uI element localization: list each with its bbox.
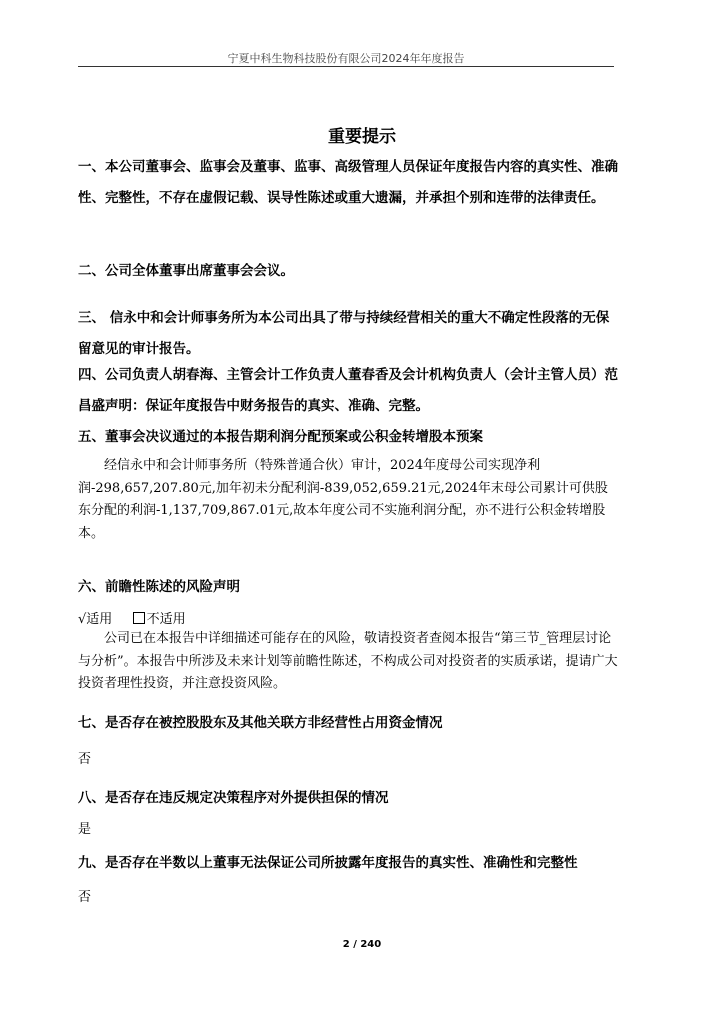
page-header: 宁夏中科生物科技股份有限公司2024年年度报告 xyxy=(227,52,465,65)
section-7-title: 七、是否存在被控股股东及其他关联方非经营性占用资金情况 xyxy=(78,715,443,731)
section-7-answer: 否 xyxy=(78,752,92,767)
header-divider xyxy=(78,66,614,67)
applicability-row xyxy=(78,608,618,627)
applicable-option: √适用 xyxy=(78,612,113,627)
section-3: 三、 信永中和会计师事务所为本公司出具了带与持续经营相关的重大不确定性段落的无保留意见的审计报告。 xyxy=(78,310,610,357)
section-9-answer: 否 xyxy=(78,890,92,905)
section-5-body: 经信永中和会计师事务所（特殊普通合伙）审计，2024年度母公司实现净利润-298,657,207.80元,加年初未分配利润-839,052,659.21元,2024年末母公司累计可供股东分配的利润-1,137,709,867.01元,故本年度公司不实施利润分配，亦不进行公积金转增股本。 xyxy=(78,458,608,541)
section-2: 二、公司全体董事出席董事会会议。 xyxy=(78,263,294,279)
page-title: 重要提示 xyxy=(328,127,396,147)
section-8-answer: 是 xyxy=(78,822,92,837)
not-applicable-option: 不适用 xyxy=(146,612,186,627)
section-9-title: 九、是否存在半数以上董事无法保证公司所披露年度报告的真实性、准确性和完整性 xyxy=(78,855,578,871)
section-6-title: 六、前瞻性陈述的风险声明 xyxy=(78,579,240,595)
section-1: 一、本公司董事会、监事会及董事、监事、高级管理人员保证年度报告内容的真实性、准确性、完整性，不存在虚假记载、误导性陈述或重大遗漏，并承担个别和连带的法律责任。 xyxy=(78,159,618,206)
section-5-title: 五、董事会决议通过的本报告期利润分配预案或公积金转增股本预案 xyxy=(78,429,483,445)
checkbox-icon xyxy=(133,612,145,624)
section-8-title: 八、是否存在违反规定决策程序对外提供担保的情况 xyxy=(78,790,389,806)
section-4: 四、公司负责人胡春海、主管会计工作负责人董春香及会计机构负责人（会计主管人员）范昌盛声明：保证年度报告中财务报告的真实、准确、完整。 xyxy=(78,367,618,414)
page-number: 2 / 240 xyxy=(342,939,382,950)
section-6-body: 公司已在本报告中详细描述可能存在的风险，敬请投资者查阅本报告“第三节_管理层讨论与分析”。本报告中所涉及未来计划等前瞻性陈述，不构成公司对投资者的实质承诺，提请广大投资者理性投资，并注意投资风险。 xyxy=(78,631,618,691)
